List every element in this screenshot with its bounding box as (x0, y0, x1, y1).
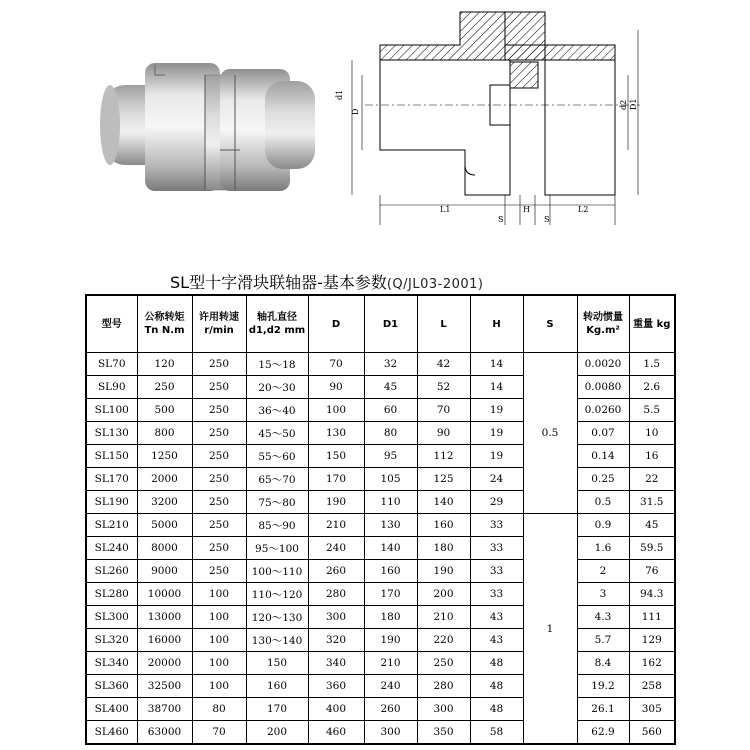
header-cell (137, 295, 192, 353)
cell-speed: 250 (192, 422, 246, 445)
cell-inertia: 0.9 (577, 514, 629, 537)
cell-D: 360 (308, 675, 364, 698)
cell-speed: 100 (192, 675, 246, 698)
table-title (170, 270, 610, 292)
cell-L: 210 (417, 606, 470, 629)
table-row (86, 698, 675, 721)
header-cell (470, 295, 523, 353)
cell-D1: 110 (364, 491, 417, 514)
label-d2: d2 (619, 99, 628, 110)
cell-inertia: 4.3 (577, 606, 629, 629)
cell-H: 43 (470, 606, 523, 629)
cell-bore: 95～100 (246, 537, 308, 560)
header-text: 轴孔直径 (257, 312, 297, 323)
cell-torque: 120 (137, 353, 192, 376)
table-row (86, 491, 675, 514)
table-row (86, 445, 675, 468)
cell-torque: 10000 (137, 583, 192, 606)
cell-torque: 5000 (137, 514, 192, 537)
cell-H: 19 (470, 399, 523, 422)
cell-speed: 100 (192, 652, 246, 675)
label-D: D (351, 108, 360, 115)
cell-bore: 160 (246, 675, 308, 698)
header-text: 许用转速 (199, 312, 239, 323)
cell-D: 190 (308, 491, 364, 514)
table-row (86, 468, 675, 491)
cell-model: SL130 (86, 422, 137, 445)
cell-H: 43 (470, 629, 523, 652)
cell-model: SL280 (86, 583, 137, 606)
cell-S: 0.5 (523, 353, 577, 514)
cell-D1: 170 (364, 583, 417, 606)
cell-weight: 45 (629, 514, 675, 537)
cell-D1: 300 (364, 721, 417, 745)
cell-speed: 250 (192, 376, 246, 399)
cell-weight: 129 (629, 629, 675, 652)
cell-D: 460 (308, 721, 364, 745)
cell-model: SL150 (86, 445, 137, 468)
table-row (86, 583, 675, 606)
table-row (86, 376, 675, 399)
cell-H: 19 (470, 422, 523, 445)
cell-L: 140 (417, 491, 470, 514)
cell-weight: 560 (629, 721, 675, 745)
cell-weight: 111 (629, 606, 675, 629)
cell-inertia: 0.0080 (577, 376, 629, 399)
cell-H: 48 (470, 698, 523, 721)
cell-D: 340 (308, 652, 364, 675)
cell-D: 70 (308, 353, 364, 376)
cell-inertia: 0.07 (577, 422, 629, 445)
cell-torque: 250 (137, 376, 192, 399)
cell-weight: 59.5 (629, 537, 675, 560)
cell-D1: 95 (364, 445, 417, 468)
cell-D: 100 (308, 399, 364, 422)
cell-D1: 140 (364, 537, 417, 560)
cell-H: 29 (470, 491, 523, 514)
header-cell (364, 295, 417, 353)
cell-speed: 250 (192, 353, 246, 376)
cell-weight: 162 (629, 652, 675, 675)
cell-bore: 65～70 (246, 468, 308, 491)
header-cell (192, 295, 246, 353)
cell-D1: 105 (364, 468, 417, 491)
cell-S: 1 (523, 514, 577, 745)
cell-D1: 130 (364, 514, 417, 537)
cell-model: SL210 (86, 514, 137, 537)
cell-weight: 76 (629, 560, 675, 583)
cell-speed: 250 (192, 399, 246, 422)
cell-torque: 32500 (137, 675, 192, 698)
cell-model: SL300 (86, 606, 137, 629)
cell-L: 160 (417, 514, 470, 537)
cell-torque: 3200 (137, 491, 192, 514)
cell-bore: 200 (246, 721, 308, 745)
cell-bore: 75～80 (246, 491, 308, 514)
cell-speed: 250 (192, 468, 246, 491)
cell-L: 280 (417, 675, 470, 698)
cell-bore: 15～18 (246, 353, 308, 376)
cell-L: 350 (417, 721, 470, 745)
footer-watermark (0, 724, 750, 750)
cell-torque: 8000 (137, 537, 192, 560)
cell-D1: 260 (364, 698, 417, 721)
cell-torque: 38700 (137, 698, 192, 721)
header-text: Tn N.m (144, 325, 185, 336)
header-cell (523, 295, 577, 353)
cell-weight: 5.5 (629, 399, 675, 422)
cell-H: 48 (470, 652, 523, 675)
title-standard: (Q/JL03-2001) (386, 277, 484, 292)
label-H: H (523, 205, 530, 214)
cell-H: 48 (470, 675, 523, 698)
cell-model: SL260 (86, 560, 137, 583)
cell-inertia: 8.4 (577, 652, 629, 675)
cell-L: 180 (417, 537, 470, 560)
header-cell (577, 295, 629, 353)
cell-inertia: 5.7 (577, 629, 629, 652)
label-S-right: S (544, 215, 550, 224)
cell-torque: 2000 (137, 468, 192, 491)
cell-speed: 250 (192, 537, 246, 560)
header-cell (86, 295, 137, 353)
cell-model: SL170 (86, 468, 137, 491)
cell-L: 200 (417, 583, 470, 606)
cell-torque: 20000 (137, 652, 192, 675)
cell-D1: 60 (364, 399, 417, 422)
cell-weight: 94.3 (629, 583, 675, 606)
label-d1: d1 (335, 89, 344, 100)
cell-model: SL90 (86, 376, 137, 399)
cell-D: 240 (308, 537, 364, 560)
label-S-left: S (498, 215, 504, 224)
cell-H: 14 (470, 353, 523, 376)
cell-inertia: 0.0260 (577, 399, 629, 422)
cell-inertia: 2 (577, 560, 629, 583)
cell-speed: 100 (192, 629, 246, 652)
cell-model: SL70 (86, 353, 137, 376)
cell-L: 220 (417, 629, 470, 652)
cell-torque: 13000 (137, 606, 192, 629)
label-D1: D1 (629, 98, 638, 110)
cell-weight: 2.6 (629, 376, 675, 399)
cell-inertia: 62.9 (577, 721, 629, 745)
cell-bore: 130～140 (246, 629, 308, 652)
cell-model: SL340 (86, 652, 137, 675)
cell-D1: 45 (364, 376, 417, 399)
cell-bore: 45～50 (246, 422, 308, 445)
header-text: 转动惯量 (583, 312, 623, 323)
cell-weight: 1.5 (629, 353, 675, 376)
table-row (86, 606, 675, 629)
title-main: SL型十字滑块联轴器-基本参数 (170, 273, 387, 292)
cell-bore: 20～30 (246, 376, 308, 399)
cell-model: SL360 (86, 675, 137, 698)
cell-H: 19 (470, 445, 523, 468)
technical-drawing (330, 0, 660, 235)
cell-model: SL240 (86, 537, 137, 560)
cell-H: 58 (470, 721, 523, 745)
cell-D: 210 (308, 514, 364, 537)
cell-bore: 120～130 (246, 606, 308, 629)
cell-D: 90 (308, 376, 364, 399)
cell-speed: 250 (192, 491, 246, 514)
cell-weight: 31.5 (629, 491, 675, 514)
cell-speed: 250 (192, 514, 246, 537)
cell-D: 320 (308, 629, 364, 652)
cell-L: 125 (417, 468, 470, 491)
table-row (86, 514, 675, 537)
coupling-photo (95, 55, 320, 205)
cell-L: 112 (417, 445, 470, 468)
cell-L: 42 (417, 353, 470, 376)
cell-D: 170 (308, 468, 364, 491)
header-text: D1 (382, 318, 399, 330)
cell-L: 70 (417, 399, 470, 422)
table-row (86, 537, 675, 560)
cell-D: 150 (308, 445, 364, 468)
cell-inertia: 19.2 (577, 675, 629, 698)
table-header-row (86, 295, 675, 353)
cell-bore: 36～40 (246, 399, 308, 422)
cell-H: 33 (470, 560, 523, 583)
cell-H: 33 (470, 583, 523, 606)
cell-speed: 100 (192, 583, 246, 606)
cell-H: 33 (470, 514, 523, 537)
header-cell (417, 295, 470, 353)
header-text: 型号 (101, 318, 122, 330)
cell-L: 52 (417, 376, 470, 399)
header-text: 公称转矩 (144, 312, 185, 323)
cell-torque: 9000 (137, 560, 192, 583)
table-row (86, 399, 675, 422)
cell-inertia: 3 (577, 583, 629, 606)
header-text: Kg.m² (586, 325, 620, 336)
cell-D: 130 (308, 422, 364, 445)
cell-D1: 80 (364, 422, 417, 445)
cell-H: 24 (470, 468, 523, 491)
cell-D1: 180 (364, 606, 417, 629)
cell-model: SL460 (86, 721, 137, 745)
cell-bore: 110～120 (246, 583, 308, 606)
cell-D1: 32 (364, 353, 417, 376)
cell-D1: 210 (364, 652, 417, 675)
cell-H: 33 (470, 537, 523, 560)
cell-D: 400 (308, 698, 364, 721)
cell-H: 14 (470, 376, 523, 399)
header-text: H (492, 318, 501, 330)
table-row (86, 629, 675, 652)
table-row (86, 560, 675, 583)
header-text: 重量 kg (633, 318, 671, 330)
cell-D1: 190 (364, 629, 417, 652)
cell-weight: 16 (629, 445, 675, 468)
cell-L: 190 (417, 560, 470, 583)
cell-weight: 305 (629, 698, 675, 721)
cell-weight: 10 (629, 422, 675, 445)
cell-inertia: 0.5 (577, 491, 629, 514)
cell-model: SL100 (86, 399, 137, 422)
table-row (86, 652, 675, 675)
header-text: r/min (204, 325, 234, 336)
table-row (86, 675, 675, 698)
cell-weight: 258 (629, 675, 675, 698)
cell-torque: 800 (137, 422, 192, 445)
cell-inertia: 0.0020 (577, 353, 629, 376)
cell-torque: 63000 (137, 721, 192, 745)
header-text: D (331, 318, 341, 330)
cell-speed: 250 (192, 445, 246, 468)
cell-speed: 80 (192, 698, 246, 721)
header-text: S (546, 318, 554, 330)
cell-speed: 100 (192, 606, 246, 629)
cell-inertia: 0.25 (577, 468, 629, 491)
header-text: L (440, 318, 447, 330)
cell-D1: 240 (364, 675, 417, 698)
header-text: d1,d2 mm (248, 325, 306, 336)
cell-D: 280 (308, 583, 364, 606)
header-cell (246, 295, 308, 353)
cell-torque: 1250 (137, 445, 192, 468)
cell-L: 250 (417, 652, 470, 675)
cell-D1: 160 (364, 560, 417, 583)
cell-bore: 100～110 (246, 560, 308, 583)
table-row (86, 353, 675, 376)
cell-bore: 170 (246, 698, 308, 721)
cell-L: 300 (417, 698, 470, 721)
cell-bore: 55～60 (246, 445, 308, 468)
cell-torque: 500 (137, 399, 192, 422)
cell-inertia: 0.14 (577, 445, 629, 468)
cell-weight: 22 (629, 468, 675, 491)
cell-model: SL320 (86, 629, 137, 652)
cell-model: SL190 (86, 491, 137, 514)
cell-inertia: 1.6 (577, 537, 629, 560)
cell-speed: 250 (192, 560, 246, 583)
label-L2: L2 (578, 205, 589, 214)
header-cell (308, 295, 364, 353)
cell-D: 260 (308, 560, 364, 583)
spec-table (85, 294, 676, 745)
label-L1: L1 (440, 205, 451, 214)
cell-bore: 150 (246, 652, 308, 675)
table-row (86, 422, 675, 445)
cell-D: 300 (308, 606, 364, 629)
header-cell (629, 295, 675, 353)
cell-torque: 16000 (137, 629, 192, 652)
cell-model: SL400 (86, 698, 137, 721)
cell-L: 90 (417, 422, 470, 445)
cell-bore: 85～90 (246, 514, 308, 537)
cell-speed: 70 (192, 721, 246, 745)
cell-inertia: 26.1 (577, 698, 629, 721)
